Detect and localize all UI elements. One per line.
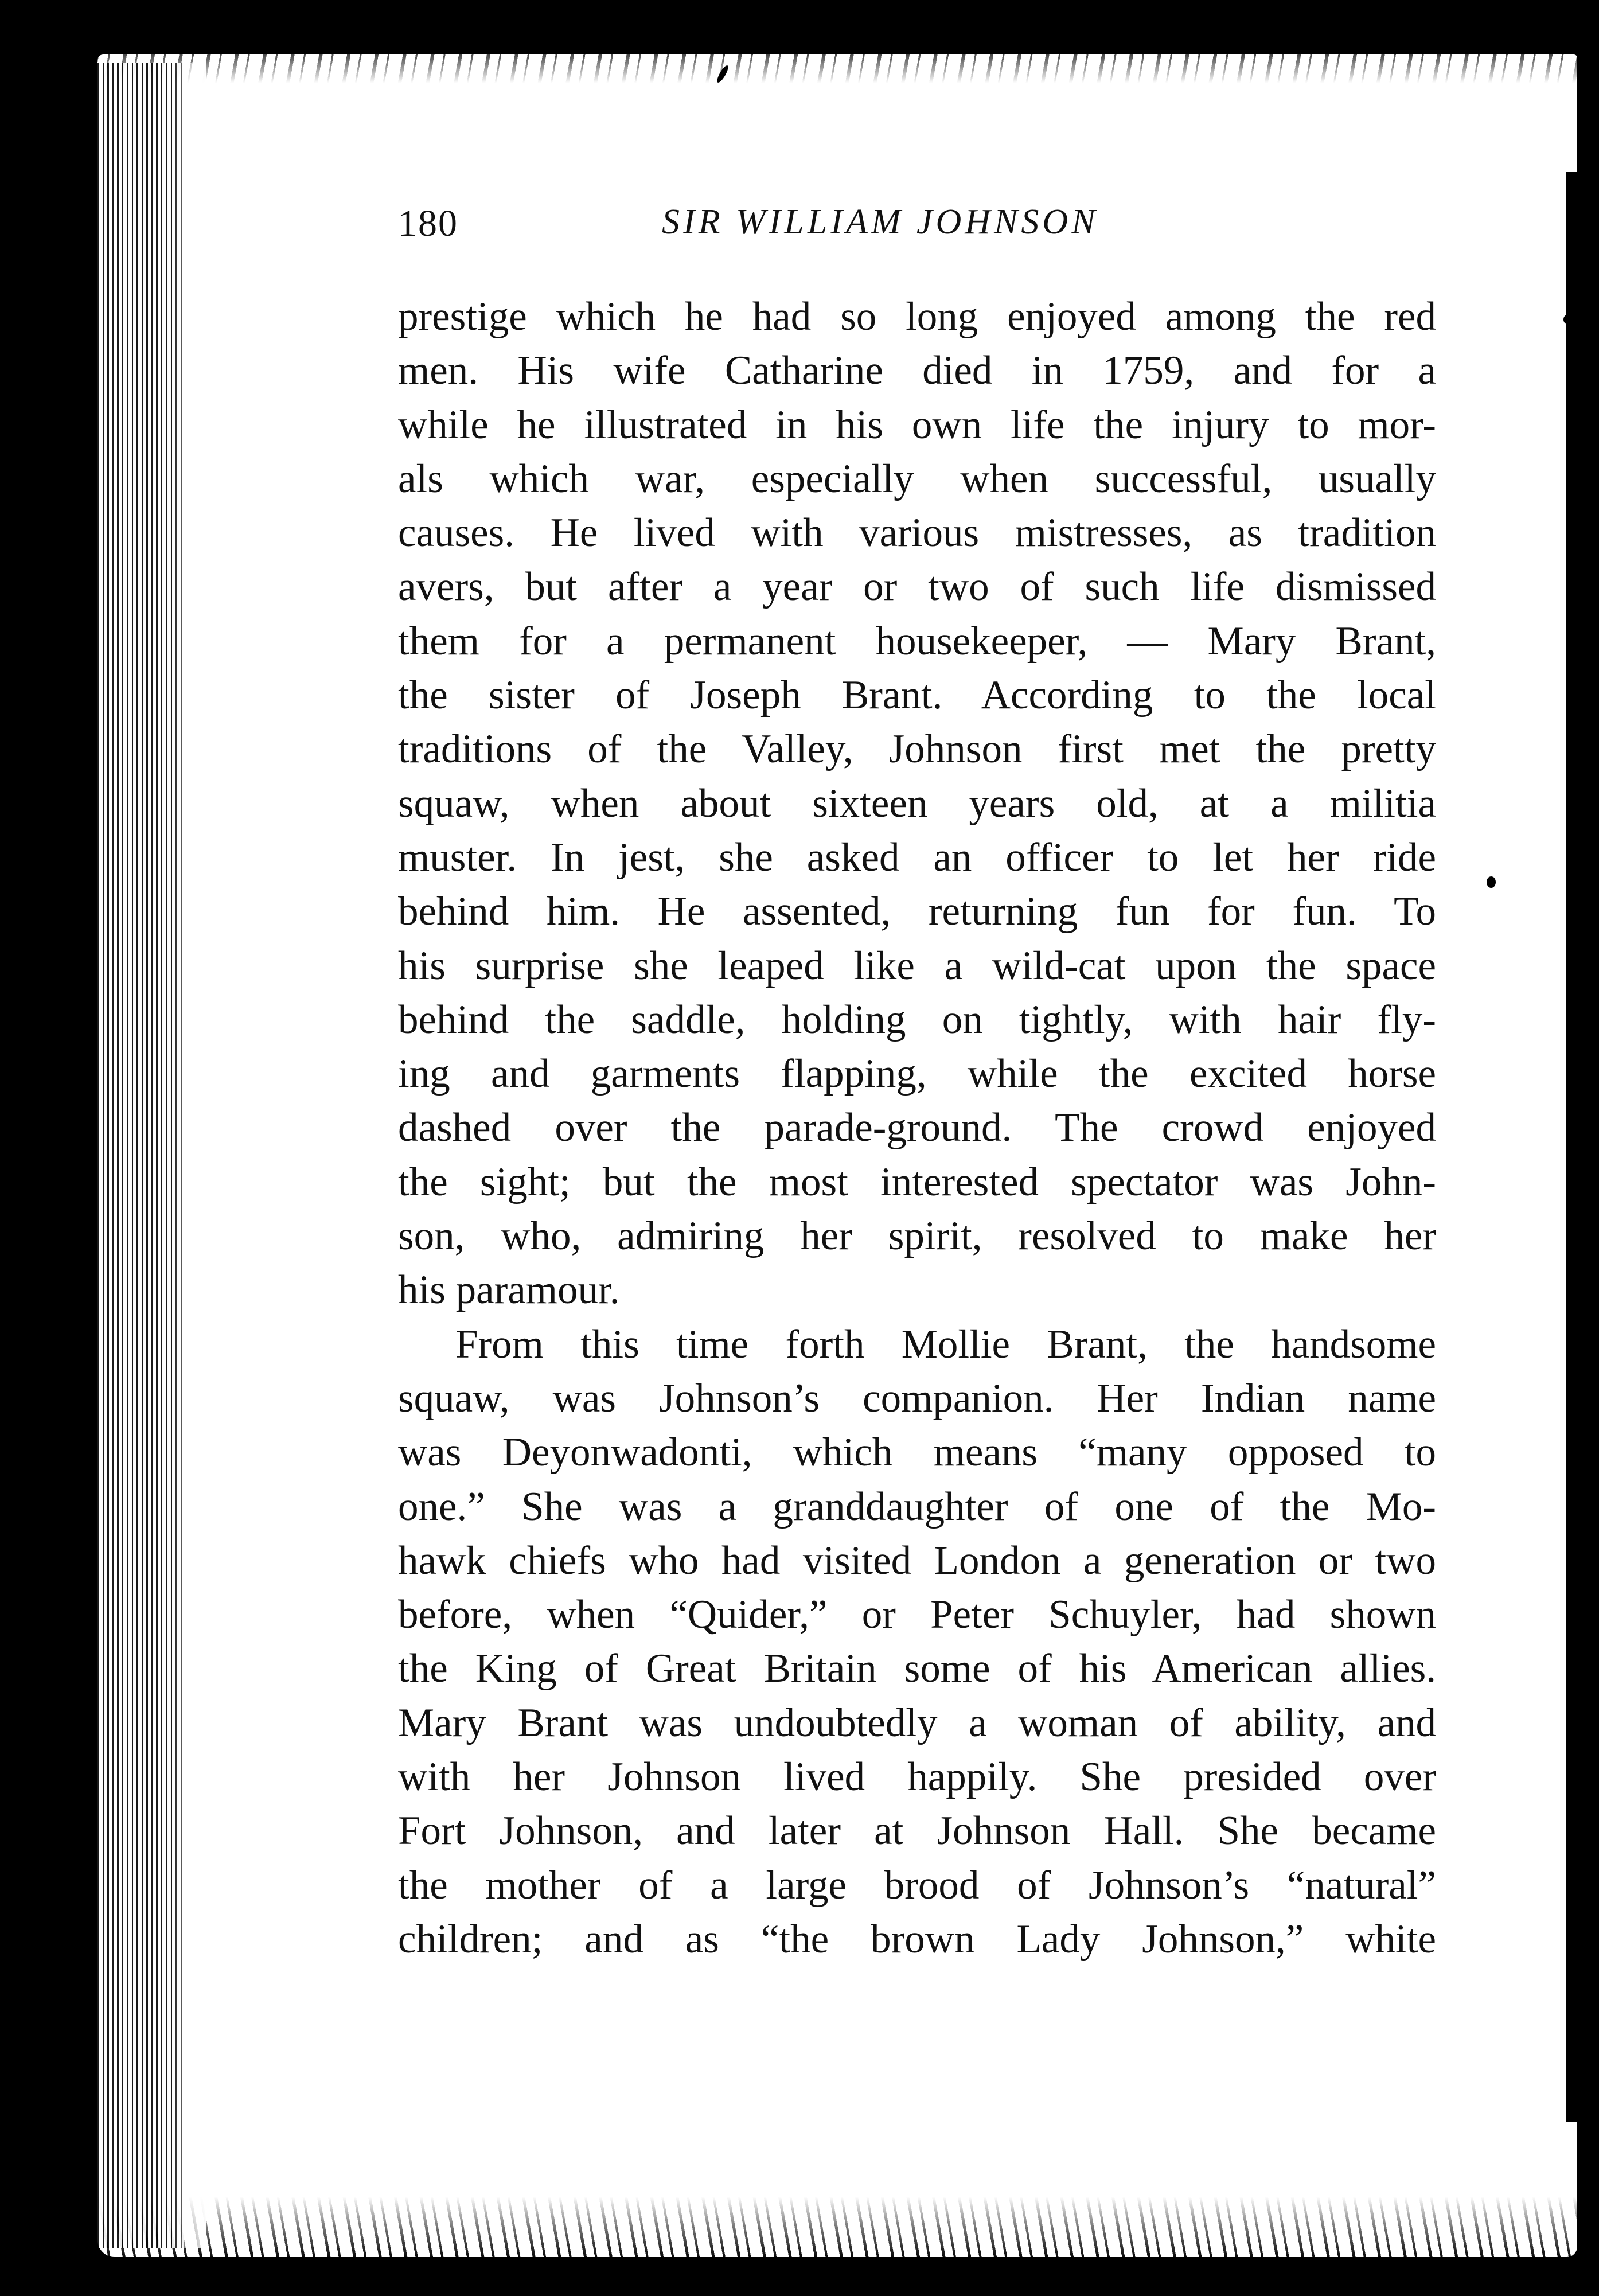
gutter-shadow bbox=[172, 63, 206, 2248]
paragraph bbox=[398, 1317, 1436, 1967]
text-line: hawk chiefs who had visited London a generation or two bbox=[398, 1538, 1436, 1583]
text-line: Fort Johnson, and later at Johnson Hall. She became bbox=[398, 1808, 1436, 1854]
page-bottom-edge bbox=[98, 2197, 1577, 2260]
text-line: ing and garments flapping, while the excited horse bbox=[398, 1051, 1436, 1097]
text-line: From this time forth Mollie Brant, the handsome bbox=[455, 1322, 1436, 1367]
text-line: the King of Great Britain some of his American allies. bbox=[398, 1646, 1436, 1691]
text-line: children; and as “the brown Lady Johnson,” white bbox=[398, 1916, 1436, 1962]
page-right-edge bbox=[1566, 172, 1599, 2122]
text-line: with her Johnson lived happily. She presided over bbox=[398, 1755, 1436, 1800]
text-line: his paramour. bbox=[398, 1268, 620, 1313]
text-line: behind him. He assented, returning fun for fun. To bbox=[398, 889, 1436, 934]
ink-speck bbox=[1563, 314, 1574, 325]
text-line: als which war, especially when successful, usually bbox=[398, 456, 1436, 501]
text-line: them for a permanent housekeeper, — Mary Brant, bbox=[398, 618, 1436, 664]
body-text bbox=[398, 290, 1436, 1966]
text-line: one.” She was a granddaughter of one of the Mo- bbox=[398, 1484, 1436, 1529]
text-line: squaw, was Johnson’s companion. Her Indian name bbox=[398, 1375, 1436, 1421]
text-line: traditions of the Valley, Johnson first met the pretty bbox=[398, 727, 1436, 772]
paragraph bbox=[398, 290, 1436, 1317]
text-line: was Deyonwadonti, which means “many opposed to bbox=[398, 1430, 1436, 1475]
text-line: before, when “Quider,” or Peter Schuyler, had shown bbox=[398, 1592, 1436, 1638]
text-line: while he illustrated in his own life the injury to mor- bbox=[398, 402, 1436, 447]
running-title: SIR WILLIAM JOHNSON bbox=[662, 202, 1099, 241]
ink-speck bbox=[1487, 876, 1496, 888]
running-head bbox=[398, 202, 1442, 254]
text-line: dashed over the parade-ground. The crowd enjoyed bbox=[398, 1105, 1436, 1151]
text-line: behind the saddle, holding on tightly, with hair fly- bbox=[398, 997, 1436, 1042]
text-line: prestige which he had so long enjoyed among the red bbox=[398, 294, 1436, 339]
text-line: son, who, admiring her spirit, resolved to make her bbox=[398, 1214, 1436, 1259]
text-line: muster. In jest, she asked an officer to let her ride bbox=[398, 835, 1436, 880]
text-line: avers, but after a year or two of such life dismissed bbox=[398, 564, 1436, 610]
page-gutter-edges bbox=[98, 63, 184, 2248]
text-line: causes. He lived with various mistresses, as tradition bbox=[398, 510, 1436, 556]
text-line: Mary Brant was undoubtedly a woman of ability, and bbox=[398, 1700, 1436, 1745]
text-line: men. His wife Catharine died in 1759, and for a bbox=[398, 348, 1436, 393]
page-top-edge bbox=[98, 43, 1577, 83]
text-line: the mother of a large brood of Johnson’s “natural” bbox=[398, 1862, 1436, 1908]
page-number: 180 bbox=[398, 202, 458, 244]
text-line: the sister of Joseph Brant. According to the local bbox=[398, 673, 1436, 718]
text-line: the sight; but the most interested spectator was John- bbox=[398, 1159, 1436, 1204]
text-line: squaw, when about sixteen years old, at a militia bbox=[398, 781, 1436, 826]
text-line: his surprise she leaped like a wild-cat upon the space bbox=[398, 943, 1436, 988]
